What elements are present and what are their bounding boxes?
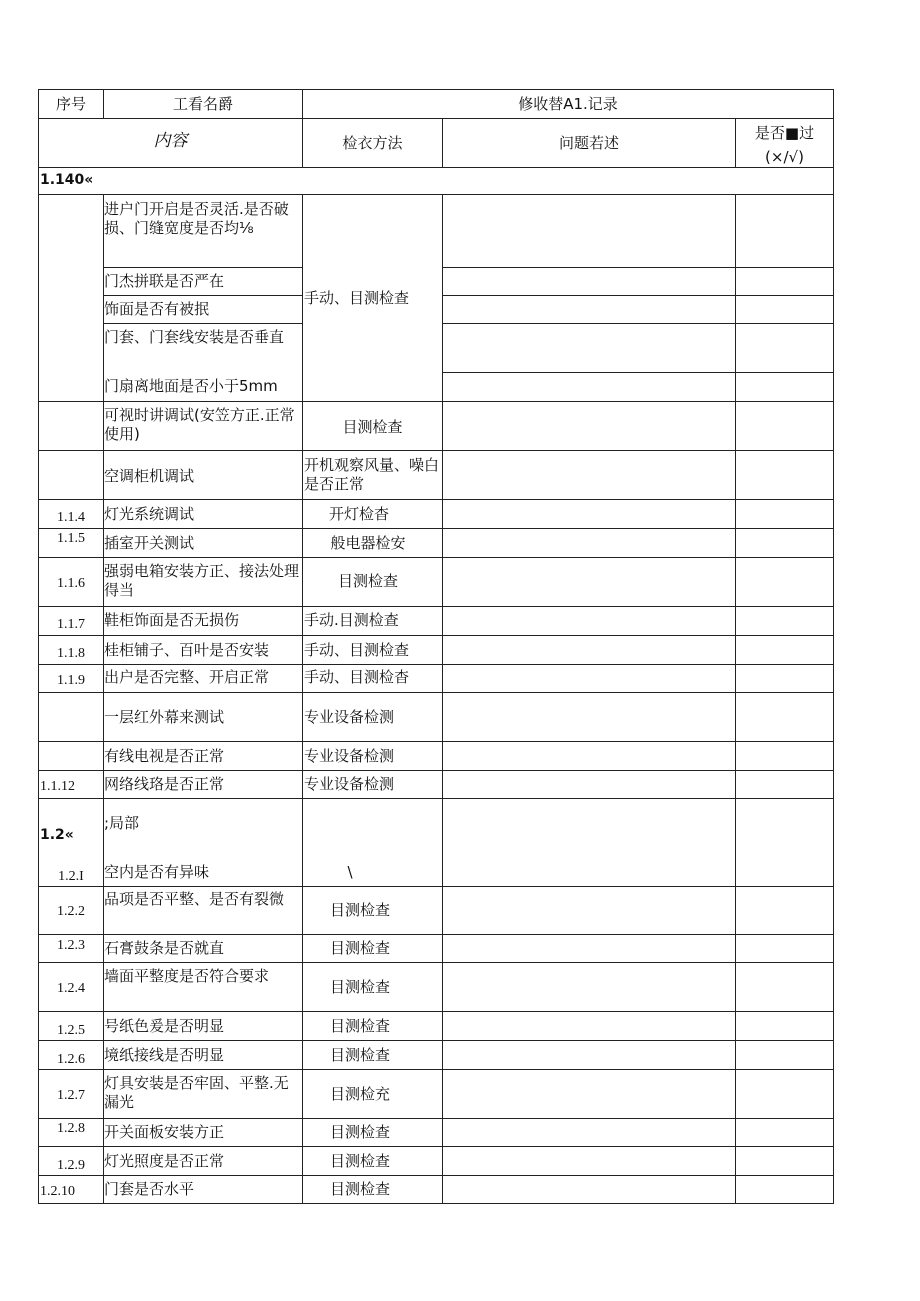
- rule: [38, 741, 834, 742]
- item-number: 1.1.12: [40, 779, 75, 794]
- item-content: 墙面平整度是否符合要求: [104, 967, 270, 985]
- item-content: 号纸色爰是否明显: [104, 1017, 225, 1035]
- header-project-name: 工看名爵: [172, 95, 233, 113]
- rule: [38, 962, 834, 963]
- item-content: 可视时讲调试(安笠方正.正常使用): [104, 406, 295, 443]
- item-content: 强弱电箱安装方正、接法处理得当: [104, 562, 300, 599]
- item-content: 灯光照度是否正常: [104, 1152, 225, 1170]
- item-content: 空调柜机调试: [104, 467, 195, 485]
- item-number: 1.2.2: [57, 904, 85, 919]
- rule: [38, 1011, 834, 1012]
- rule: [38, 770, 834, 771]
- item-method: 开机观察风量、噪白是否正常: [304, 456, 440, 493]
- rule: [38, 886, 834, 887]
- rule: [38, 1040, 834, 1041]
- item-content: 门杰拼联是否严在: [104, 272, 225, 290]
- section-heading: 1.2«: [40, 827, 74, 843]
- item-number: 1.2.8: [57, 1121, 85, 1136]
- item-content: 门套是否水平: [104, 1180, 195, 1198]
- item-method: 专业设备检测: [304, 747, 395, 765]
- item-number: 1.2.7: [57, 1088, 85, 1103]
- item-method: 目测检查: [342, 418, 403, 436]
- item-number: 1.1.7: [57, 617, 85, 632]
- rule: [38, 798, 834, 799]
- item-method: 目测检查: [337, 572, 398, 590]
- item-content: 开关面板安装方正: [104, 1123, 225, 1141]
- item-method: 目测检查: [329, 1046, 390, 1064]
- item-content: 石膏鼓条是否就直: [104, 939, 225, 957]
- item-method: 专业设备检测: [304, 775, 395, 793]
- item-content: 境纸接线是否明显: [104, 1046, 225, 1064]
- item-method: 目测检查: [329, 1123, 390, 1141]
- item-content: 灯具安装是否牢固、平整.无漏光: [104, 1074, 289, 1111]
- item-content: 出户是否完整、开启正常: [104, 668, 270, 686]
- item-number: 1.2.I: [58, 869, 84, 884]
- header-content: 内容: [153, 131, 188, 151]
- item-content: 品项是否平整、是否有裂微: [104, 890, 285, 908]
- rule: [442, 267, 834, 268]
- item-method: 手动、目测检杳: [304, 668, 410, 686]
- rule: [103, 267, 302, 268]
- header-method: 检衣方法: [342, 134, 403, 152]
- section-heading: 1.140«: [40, 172, 94, 188]
- item-content-heading: ;局部: [104, 814, 140, 832]
- item-content: 有线电视是否正常: [104, 747, 225, 765]
- item-content: 进户门开启是否灵活.是否破损、门缝宽度是否均⅛: [104, 200, 289, 237]
- rule: [38, 194, 834, 195]
- rule: [103, 295, 302, 296]
- item-content: 灯光系统调试: [104, 505, 195, 523]
- item-method: 专业设备检测: [304, 708, 395, 726]
- item-content: 一层红外幕来测试: [104, 708, 225, 726]
- rule: [38, 167, 834, 168]
- item-method: 般电器检安: [330, 534, 406, 552]
- item-method: 目测检查: [329, 1180, 390, 1198]
- item-content: 桂柜铺子、百叶是否安装: [104, 641, 270, 659]
- rule: [38, 1175, 834, 1176]
- rule: [103, 323, 302, 324]
- item-content: 鞋柜饰面是否无损伤: [104, 611, 240, 629]
- item-content: 饰面是否有被抿: [104, 300, 210, 318]
- rule: [38, 1069, 834, 1070]
- item-content: 插室开关测试: [104, 534, 195, 552]
- rule: [38, 89, 834, 90]
- item-content: 空内是否有异味: [104, 863, 210, 881]
- rule: [38, 1203, 834, 1204]
- rule: [38, 401, 834, 402]
- header-pass: 是否■过: [754, 124, 815, 142]
- item-number: 1.1.9: [57, 673, 85, 688]
- item-method: 手动、目测检查: [304, 641, 410, 659]
- item-method: \: [347, 863, 353, 881]
- rule: [38, 118, 834, 119]
- rule: [38, 528, 834, 529]
- item-number: 1.2.4: [57, 981, 85, 996]
- item-method: 手动.目测检查: [304, 611, 399, 629]
- item-method: 手动、目测检查: [304, 289, 410, 307]
- item-number: 1.1.8: [57, 646, 85, 661]
- rule: [38, 606, 834, 607]
- item-method: 目测检查: [329, 978, 390, 996]
- item-method: 目测检查: [329, 901, 390, 919]
- header-problem: 问题若述: [558, 134, 619, 152]
- rule: [833, 89, 834, 1204]
- header-seq: 序号: [55, 95, 86, 113]
- item-method: 目测检查: [329, 939, 390, 957]
- item-number: 1.2.10: [40, 1184, 75, 1199]
- rule: [38, 1118, 834, 1119]
- rule: [38, 934, 834, 935]
- item-number: 1.2.6: [57, 1052, 85, 1067]
- rule: [442, 372, 834, 373]
- item-number: 1.2.9: [57, 1158, 85, 1173]
- item-number: 1.1.4: [57, 510, 85, 525]
- header-pass-symbols: (×/√): [765, 148, 804, 166]
- item-content: 门扇离地面是否小于5mm: [104, 377, 278, 395]
- header-record: 修收替A1.记录: [518, 95, 618, 113]
- item-number: 1.1.5: [57, 531, 85, 546]
- rule: [38, 664, 834, 665]
- rule: [38, 499, 834, 500]
- item-number: 1.2.3: [57, 938, 85, 953]
- item-number: 1.1.6: [57, 576, 85, 591]
- item-content: 网络线珞是否正常: [104, 775, 225, 793]
- rule: [442, 194, 443, 1204]
- item-method: 目测检査: [329, 1017, 390, 1035]
- rule: [442, 295, 834, 296]
- rule: [38, 635, 834, 636]
- rule: [735, 194, 736, 1204]
- rule: [38, 450, 834, 451]
- item-method: 目测检充: [329, 1085, 390, 1103]
- item-number: 1.2.5: [57, 1023, 85, 1038]
- rule: [38, 1146, 834, 1147]
- item-content: 门套、门套线安装是否垂直: [104, 328, 285, 346]
- rule: [38, 692, 834, 693]
- item-method: 目测检查: [329, 1152, 390, 1170]
- rule: [38, 557, 834, 558]
- item-method: 开灯检杳: [328, 505, 389, 523]
- rule: [442, 323, 834, 324]
